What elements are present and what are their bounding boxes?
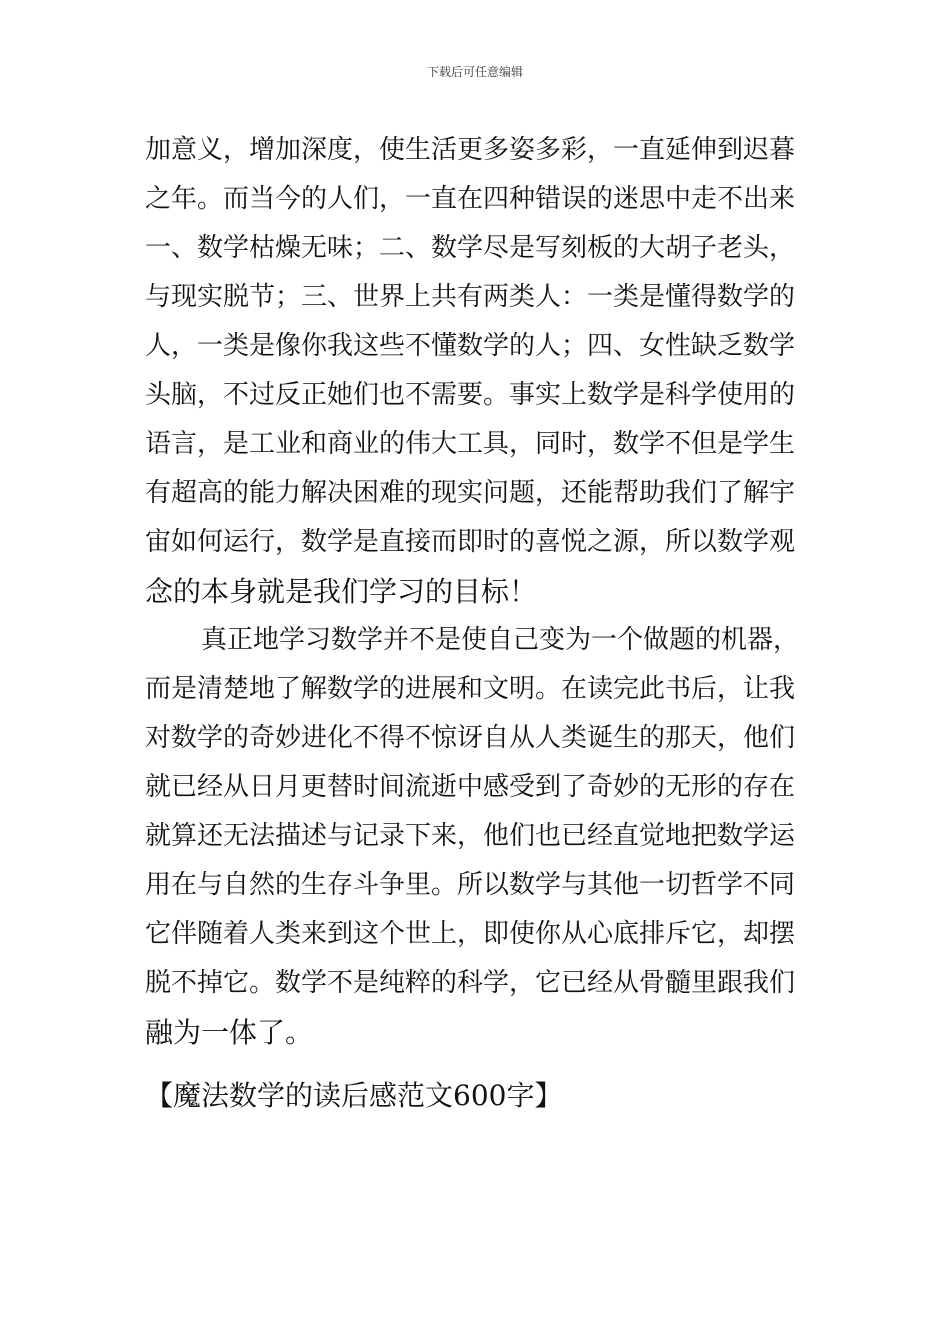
text-line: 语言，是工业和商业的伟大工具，同时，数学不但是学生 (145, 429, 796, 459)
text-line: 用在与自然的生存斗争里。所以数学与其他一切哲学不同 (145, 870, 796, 900)
text-line: 加意义，增加深度，使生活更多姿多彩，一直延伸到迟暮 (145, 135, 796, 165)
page-header: 下载后可任意编辑 (426, 65, 523, 79)
text-line: 头脑，不过反正她们也不需要。事实上数学是科学使用的 (145, 380, 796, 410)
text-line: 脱不掉它。数学不是纯粹的科学，它已经从骨髓里跟我们 (145, 968, 796, 998)
text-line: 而是清楚地了解数学的进展和文明。在读完此书后，让我 (145, 674, 796, 704)
text-line: 之年。而当今的人们，一直在四种错误的迷思中走不出来 (145, 184, 796, 214)
text-line: 一、数学枯燥无味；二、数学尽是写刻板的大胡子老头， (145, 233, 796, 263)
text-line: 人，一类是像你我这些不懂数学的人；四、女性缺乏数学 (145, 331, 796, 361)
text-line: 有超高的能力解决困难的现实问题，还能帮助我们了解宇 (145, 478, 796, 508)
text-line: 对数学的奇妙进化不得不惊讶自从人类诞生的那天，他们 (145, 723, 796, 753)
text-line: 宙如何运行，数学是直接而即时的喜悦之源，所以数学观 (145, 527, 796, 557)
text-line: 就已经从日月更替时间流逝中感受到了奇妙的无形的存在 (145, 772, 796, 802)
text-line: 融为一体了。 (145, 1016, 314, 1049)
section-title: 【魔法数学的读后感范文600字】 (145, 1079, 563, 1112)
body-text (145, 126, 807, 1057)
text-line: 真正地学习数学并不是使自己变为一个做题的机器， (201, 625, 800, 655)
text-line: 与现实脱节；三、世界上共有两类人：一类是懂得数学的 (145, 282, 796, 312)
text-line: 它伴随着人类来到这个世上，即使你从心底排斥它，却摆 (145, 919, 796, 949)
text-line: 念的本身就是我们学习的目标！ (145, 575, 538, 608)
text-line: 就算还无法描述与记录下来，他们也已经直觉地把数学运 (145, 821, 796, 851)
